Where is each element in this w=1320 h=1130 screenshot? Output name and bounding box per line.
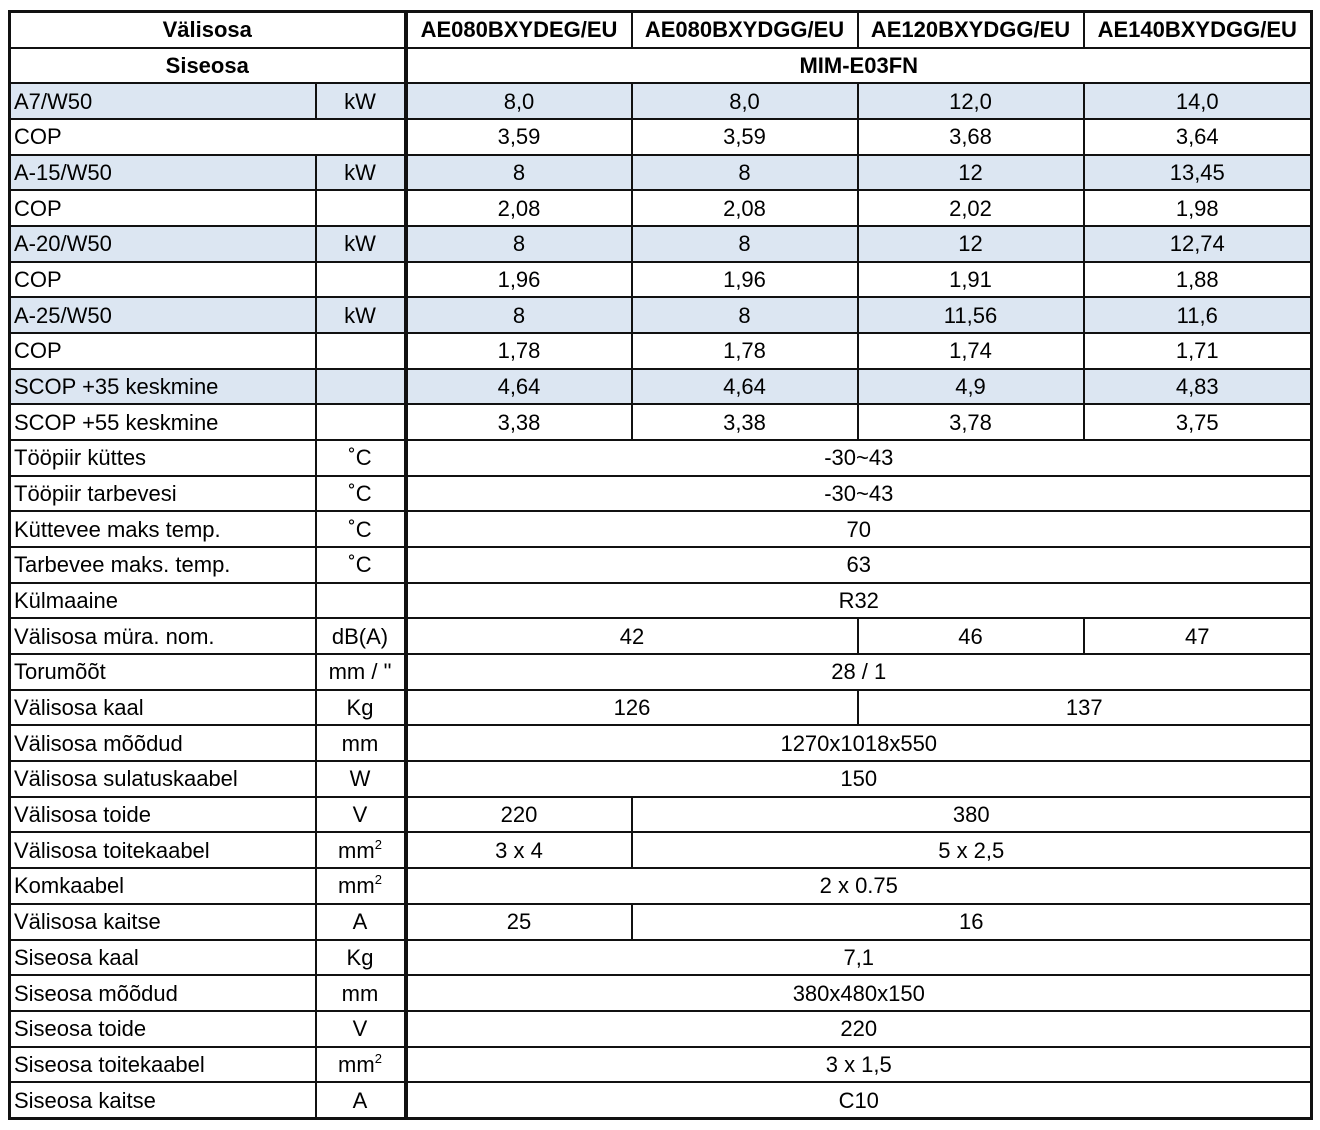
cell-value: C10 [406, 1082, 1312, 1118]
row-label: Tööpiir tarbevesi [10, 476, 316, 512]
cell-value: 1,78 [632, 333, 858, 369]
row-unit: A [316, 1082, 406, 1118]
table-row [10, 654, 1312, 690]
cell-value: 46 [858, 618, 1084, 654]
cell-value: 28 / 1 [406, 654, 1312, 690]
table-row [10, 618, 1312, 654]
cell-value: 5 x 2,5 [632, 832, 1312, 868]
cell-value: 1,96 [406, 262, 632, 298]
cell-value: 8 [406, 297, 632, 333]
row-label: Välisosa kaal [10, 690, 316, 726]
header-row-outdoor [10, 12, 1312, 48]
header-row-indoor [10, 48, 1312, 84]
row-unit [316, 404, 406, 440]
cell-value: 12,74 [1084, 226, 1312, 262]
row-label: COP [10, 119, 406, 155]
cell-value: 220 [406, 797, 632, 833]
cell-value: 8 [632, 155, 858, 191]
cell-value: 70 [406, 511, 1312, 547]
row-label: Välisosa toitekaabel [10, 832, 316, 868]
row-unit: dB(A) [316, 618, 406, 654]
row-unit [316, 369, 406, 405]
cell-value: 25 [406, 904, 632, 940]
row-label: Välisosa müra. nom. [10, 618, 316, 654]
row-unit: V [316, 797, 406, 833]
outdoor-unit-header: Välisosa [10, 12, 406, 48]
table-row [10, 725, 1312, 761]
cell-value: 2,08 [406, 190, 632, 226]
row-label: Välisosa sulatuskaabel [10, 761, 316, 797]
table-row [10, 297, 1312, 333]
cell-value: 13,45 [1084, 155, 1312, 191]
table-row [10, 583, 1312, 619]
row-unit: W [316, 761, 406, 797]
cell-value: 42 [406, 618, 858, 654]
unit-text: mm [338, 1051, 375, 1077]
cell-value: 1,74 [858, 333, 1084, 369]
row-label: Komkaabel [10, 868, 316, 904]
row-unit [316, 190, 406, 226]
row-unit: A [316, 904, 406, 940]
table-row [10, 333, 1312, 369]
cell-value: 3,75 [1084, 404, 1312, 440]
cell-value: 1,88 [1084, 262, 1312, 298]
cell-value: 8 [632, 297, 858, 333]
cell-value: 3,59 [406, 119, 632, 155]
cell-value: 1,91 [858, 262, 1084, 298]
row-unit: Kg [316, 940, 406, 976]
cell-value: 4,9 [858, 369, 1084, 405]
table-row [10, 1047, 1312, 1083]
cell-value: 3,38 [632, 404, 858, 440]
row-unit: mm [316, 725, 406, 761]
table-row [10, 1011, 1312, 1047]
cell-value: 4,83 [1084, 369, 1312, 405]
cell-value: 4,64 [406, 369, 632, 405]
row-label: Küttevee maks temp. [10, 511, 316, 547]
table-row [10, 940, 1312, 976]
row-unit: ˚C [316, 547, 406, 583]
unit-superscript: 2 [374, 872, 382, 888]
table-row [10, 476, 1312, 512]
cell-value: 16 [632, 904, 1312, 940]
table-row [10, 226, 1312, 262]
cell-value: 380 [632, 797, 1312, 833]
table-row [10, 83, 1312, 119]
table-row [10, 547, 1312, 583]
cell-value: 1,98 [1084, 190, 1312, 226]
cell-value: 3 x 1,5 [406, 1047, 1312, 1083]
cell-value: 8 [406, 226, 632, 262]
unit-text: mm [338, 873, 375, 899]
table-row [10, 904, 1312, 940]
cell-value: -30~43 [406, 476, 1312, 512]
cell-value: 220 [406, 1011, 1312, 1047]
row-unit: ˚C [316, 476, 406, 512]
cell-value: 12,0 [858, 83, 1084, 119]
row-label: Tarbevee maks. temp. [10, 547, 316, 583]
table-row [10, 1082, 1312, 1118]
cell-value: 8 [632, 226, 858, 262]
cell-value: 1,96 [632, 262, 858, 298]
cell-value: 1,78 [406, 333, 632, 369]
cell-value: 3,64 [1084, 119, 1312, 155]
cell-value: 3,38 [406, 404, 632, 440]
row-unit [316, 832, 406, 868]
row-label: SCOP +55 keskmine [10, 404, 316, 440]
cell-value: 3,78 [858, 404, 1084, 440]
row-label: Välisosa toide [10, 797, 316, 833]
table-row [10, 511, 1312, 547]
row-unit: mm / " [316, 654, 406, 690]
cell-value: 137 [858, 690, 1312, 726]
cell-value: 3,59 [632, 119, 858, 155]
row-label: Välisosa mõõdud [10, 725, 316, 761]
row-unit: kW [316, 83, 406, 119]
cell-value: 11,6 [1084, 297, 1312, 333]
unit-superscript: 2 [374, 1050, 382, 1066]
unit-superscript: 2 [374, 836, 382, 852]
table-row [10, 832, 1312, 868]
indoor-unit-header: Siseosa [10, 48, 406, 84]
row-unit [316, 583, 406, 619]
cell-value: 4,64 [632, 369, 858, 405]
row-label: A-25/W50 [10, 297, 316, 333]
row-label: COP [10, 190, 316, 226]
table-row [10, 440, 1312, 476]
cell-value: 8,0 [406, 83, 632, 119]
cell-value: 150 [406, 761, 1312, 797]
row-label: A-15/W50 [10, 155, 316, 191]
row-unit [316, 1047, 406, 1083]
table-row [10, 190, 1312, 226]
cell-value: 63 [406, 547, 1312, 583]
row-unit: ˚C [316, 511, 406, 547]
table-row [10, 690, 1312, 726]
row-unit: ˚C [316, 440, 406, 476]
model-header: AE080BXYDGG/EU [632, 12, 858, 48]
row-label: Välisosa kaitse [10, 904, 316, 940]
row-label: Torumõõt [10, 654, 316, 690]
table-row [10, 797, 1312, 833]
spec-table [8, 10, 1313, 1120]
cell-value: 3,68 [858, 119, 1084, 155]
cell-value: 2,02 [858, 190, 1084, 226]
cell-value: 12 [858, 155, 1084, 191]
cell-value: R32 [406, 583, 1312, 619]
row-unit: Kg [316, 690, 406, 726]
model-header: AE120BXYDGG/EU [858, 12, 1084, 48]
cell-value: 7,1 [406, 940, 1312, 976]
cell-value: 8 [406, 155, 632, 191]
row-label: COP [10, 262, 316, 298]
row-label: A7/W50 [10, 83, 316, 119]
table-row [10, 404, 1312, 440]
cell-value: 2 x 0.75 [406, 868, 1312, 904]
table-row [10, 369, 1312, 405]
row-label: Siseosa toitekaabel [10, 1047, 316, 1083]
cell-value: 12 [858, 226, 1084, 262]
row-unit: V [316, 1011, 406, 1047]
cell-value: 8,0 [632, 83, 858, 119]
cell-value: 380x480x150 [406, 975, 1312, 1011]
cell-value: 47 [1084, 618, 1312, 654]
unit-text: mm [338, 837, 375, 863]
table-row [10, 119, 1312, 155]
cell-value: -30~43 [406, 440, 1312, 476]
row-label: COP [10, 333, 316, 369]
row-label: Tööpiir küttes [10, 440, 316, 476]
table-row [10, 975, 1312, 1011]
row-unit: mm [316, 975, 406, 1011]
indoor-model-header: MIM-E03FN [406, 48, 1312, 84]
row-unit [316, 868, 406, 904]
row-unit: kW [316, 155, 406, 191]
row-unit: kW [316, 226, 406, 262]
cell-value: 1270x1018x550 [406, 725, 1312, 761]
model-header: AE080BXYDEG/EU [406, 12, 632, 48]
row-label: Siseosa kaal [10, 940, 316, 976]
row-label: SCOP +35 keskmine [10, 369, 316, 405]
row-label: Siseosa toide [10, 1011, 316, 1047]
row-unit [316, 333, 406, 369]
cell-value: 2,08 [632, 190, 858, 226]
model-header: AE140BXYDGG/EU [1084, 12, 1312, 48]
cell-value: 14,0 [1084, 83, 1312, 119]
row-label: Siseosa mõõdud [10, 975, 316, 1011]
row-unit [316, 262, 406, 298]
row-label: A-20/W50 [10, 226, 316, 262]
cell-value: 11,56 [858, 297, 1084, 333]
table-row [10, 155, 1312, 191]
row-unit: kW [316, 297, 406, 333]
row-label: Siseosa kaitse [10, 1082, 316, 1118]
table-row [10, 262, 1312, 298]
cell-value: 3 x 4 [406, 832, 632, 868]
table-row [10, 868, 1312, 904]
row-label: Külmaaine [10, 583, 316, 619]
cell-value: 1,71 [1084, 333, 1312, 369]
table-row [10, 761, 1312, 797]
cell-value: 126 [406, 690, 858, 726]
